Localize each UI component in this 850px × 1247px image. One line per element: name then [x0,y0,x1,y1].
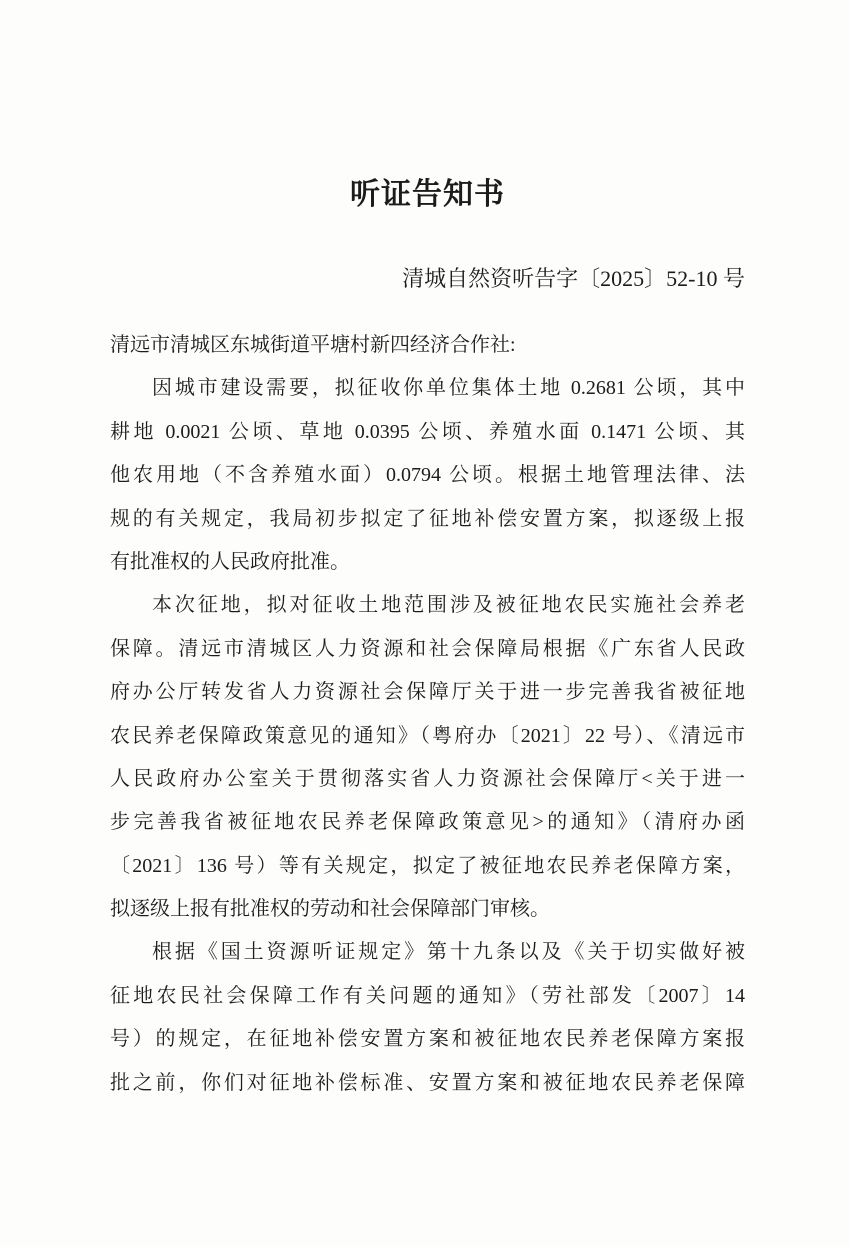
document-number: 清城自然资听告字〔2025〕52-10 号 [402,266,745,291]
body-line: 拟逐级上报有批准权的劳动和社会保障部门审核。 [110,898,550,921]
document-title: 听证告知书 [350,178,505,211]
document-body [110,324,745,1105]
body-line: 耕地 0.0021 公顷、草地 0.0395 公顷、养殖水面 0.1471 公顷、其 [110,420,745,443]
body-line: 规的有关规定，我局初步拟定了征地补偿安置方案，拟逐级上报 [110,507,745,530]
body-line: 他农用地（不含养殖水面）0.0794 公顷。根据土地管理法律、法 [110,464,745,487]
body-line: 本次征地，拟对征收土地范围涉及被征地农民实施社会养老 [152,594,745,617]
body-line: 征地农民社会保障工作有关问题的通知》（劳社部发〔2007〕14 [110,984,745,1007]
body-line: 步完善我省被征地农民养老保障政策意见>的通知》（清府办函 [110,811,745,834]
body-line: 批之前，你们对征地补偿标准、安置方案和被征地农民养老保障 [110,1071,745,1094]
body-line: 根据《国土资源听证规定》第十九条以及《关于切实做好被 [152,941,745,964]
body-line: 保障。清远市清城区人力资源和社会保障局根据《广东省人民政 [110,637,745,660]
body-line: 因城市建设需要，拟征收你单位集体土地 0.2681 公顷，其中 [152,377,745,400]
addressee-line: 清远市清城区东城街道平塘村新四经济合作社: [110,334,516,356]
body-line: 有批准权的人民政府批准。 [110,550,350,573]
body-line: 号）的规定，在征地补偿安置方案和被征地农民养老保障方案报 [110,1028,745,1051]
body-line: 府办公厅转发省人力资源社会保障厅关于进一步完善我省被征地 [110,681,745,704]
body-line: 农民养老保障政策意见的通知》（粤府办〔2021〕22 号）、《清远市 [110,724,745,747]
body-line: 人民政府办公室关于贯彻落实省人力资源社会保障厅<关于进一 [110,767,745,790]
body-line: 〔2021〕136 号）等有关规定，拟定了被征地农民养老保障方案， [110,854,745,877]
